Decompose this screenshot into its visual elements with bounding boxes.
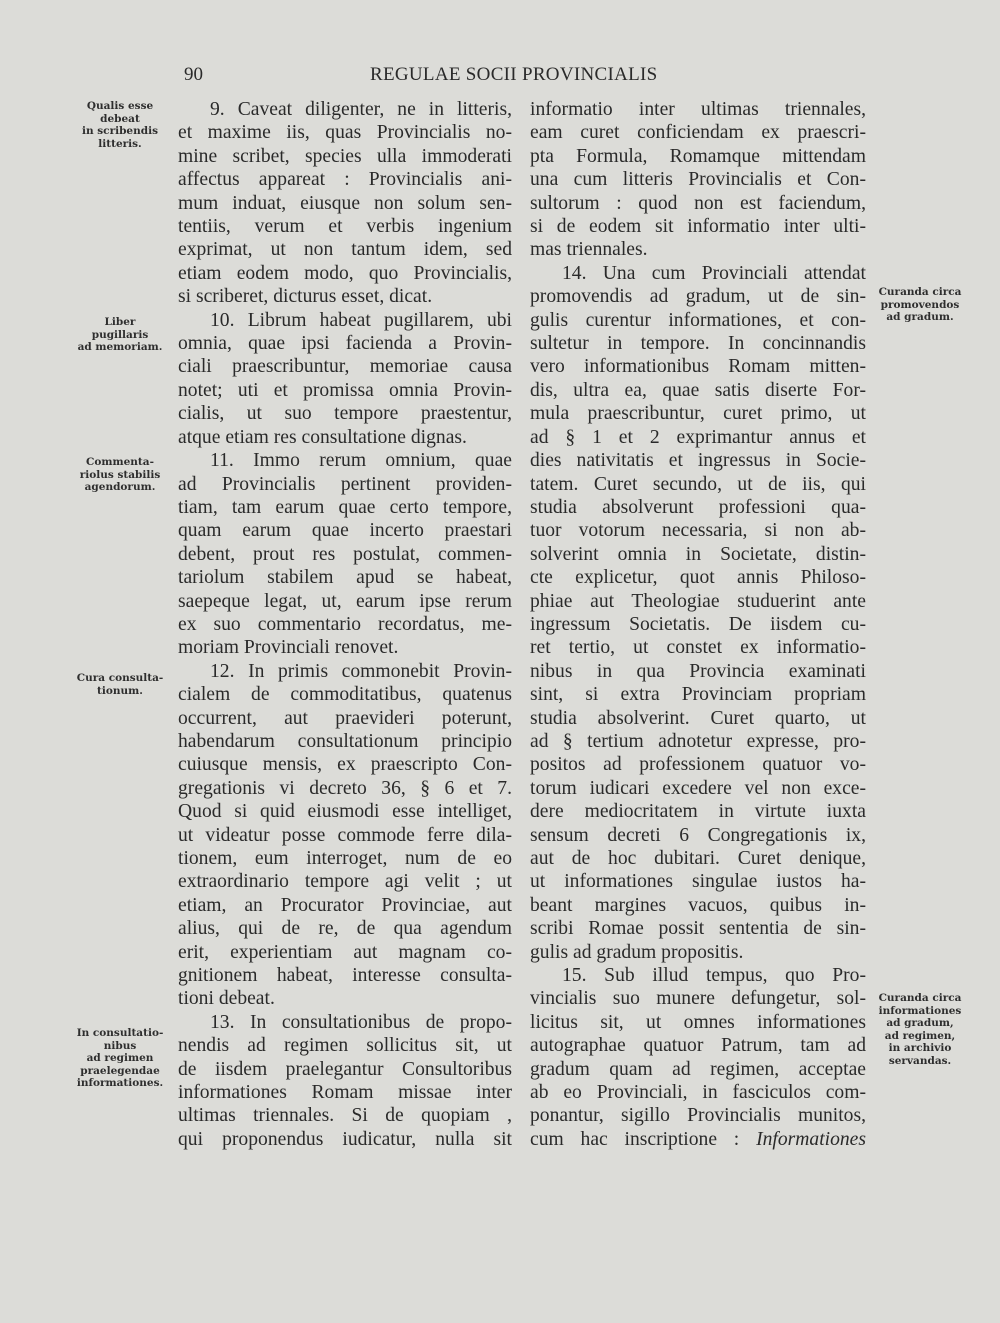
text-line: ciali praescribuntur, memoriae causa	[178, 356, 512, 378]
text-line: 9. Caveat diligenter, ne in litteris,	[210, 99, 512, 120]
text-line: phiae aut Theologiae studuerint ante	[530, 590, 866, 612]
text-line: sensum decreti 6 Congregationis ix,	[530, 824, 866, 846]
text-line: extraordinario tempore agi velit ; ut	[178, 871, 512, 893]
text-line: tatem. Curet secundo, ut de iis, qui	[530, 473, 866, 495]
margin-note-line: in scribendis	[81, 125, 158, 138]
text-line: alius, qui de re, de qua agendum	[178, 918, 512, 940]
text-line: gradum quam ad regimen, acceptae	[530, 1058, 866, 1080]
text-line: ut videatur posse commode ferre dila-	[178, 824, 512, 846]
text-line: etiam, an Procurator Provinciae, aut	[178, 894, 512, 916]
text-line: si de eodem sit informatio inter ulti-	[530, 216, 866, 238]
text-line: etiam eodem modo, quo Provincialis,	[178, 262, 512, 284]
margin-note-line: ad regimen	[86, 1052, 154, 1065]
text-line: atque etiam res consultatione dignas.	[178, 426, 467, 448]
text-line: cuiusque mensis, ex praescripto Con-	[178, 754, 512, 776]
text-line: 14. Una cum Provinciali attendat	[562, 262, 866, 284]
text-line: tentiis, verum et verbis ingenium	[178, 216, 512, 238]
text-line: dere mediocritatem in virtute iuxta	[530, 801, 866, 823]
margin-note-line: litteris.	[98, 137, 142, 150]
margin-note-line: Commenta-	[86, 456, 154, 468]
text-line-segment: cum hac inscriptione :	[530, 1128, 740, 1150]
text-line: mula praescribuntur, curet primo, ut	[530, 403, 866, 425]
text-line: tuor votorum necessaria, si non ab-	[530, 520, 866, 542]
text-line: omnia, quae ipsi facienda a Provin-	[178, 333, 512, 355]
text-line: 10. Librum habeat pugillarem, ubi	[210, 309, 512, 331]
text-line-italic-segment: Informationes	[756, 1128, 866, 1150]
text-line: scribi Romae possit sententia de sin-	[530, 918, 866, 940]
text-line: qui proponendus iudicatur, nulla sit	[178, 1128, 512, 1150]
text-line: saepeque legat, ut, earum ipse rerum	[178, 590, 512, 612]
text-column-right	[530, 98, 866, 1151]
text-line: sultetur in tempore. In concinnandis	[530, 333, 866, 355]
text-line: studia absolverunt professioni qua-	[530, 496, 866, 518]
text-line: exprimat, ut non tantum idem, sed	[178, 239, 512, 261]
margin-note-line: ad regimen,	[884, 1029, 956, 1042]
margin-note-in-consultationibus	[72, 1027, 168, 1090]
text-line: sint, si extra Provinciam propriam	[530, 684, 866, 706]
text-line: dis, ultra ea, quae satis diserte For-	[530, 379, 866, 401]
text-line: Quod si quid eiusmodi esse intelliget,	[178, 801, 512, 823]
margin-note-line: informationes	[878, 1004, 962, 1017]
text-line: si scriberet, dicturus esset, dicat.	[178, 286, 433, 308]
page-number: 90	[184, 64, 203, 85]
text-line: torum iudicari excedere vel non exce-	[530, 777, 866, 799]
text-line: ad § 1 et 2 exprimantur annus et	[530, 426, 866, 448]
text-line: ex suo commentario recordatus, me-	[178, 613, 512, 635]
text-line: mas triennales.	[530, 239, 648, 261]
text-line: ad Provincialis pertinent providen-	[178, 473, 512, 495]
margin-note-line: tionum.	[97, 684, 143, 697]
text-line: vero informationibus Romam mitten-	[530, 356, 866, 378]
text-line: quam earum quae incerto praestari	[178, 520, 512, 542]
text-line: gregationis vi decreto 36, § 6 et 7.	[178, 777, 512, 799]
text-line: cialis, ut suo tempore praestentur,	[178, 403, 512, 425]
text-line: ret tertio, ut constet ex informatio-	[530, 637, 866, 659]
text-line: gulis ad gradum propositis.	[530, 941, 744, 963]
text-line: dies nativitatis et ingressus in Socie-	[530, 450, 866, 472]
text-line: 11. Immo rerum omnium, quae	[210, 450, 512, 472]
text-line: nibus in qua Provincia examinati	[530, 660, 866, 682]
text-line: aut de hoc dubitari. Curet denique,	[530, 848, 866, 869]
margin-note-line: servandas.	[888, 1054, 952, 1067]
margin-note-line: praelegendae	[80, 1064, 160, 1077]
margin-note-line: Curanda circa	[878, 286, 962, 298]
text-line: tariolum stabilem apud se habeat,	[178, 567, 512, 589]
text-line: licitus sit, ut omnes informationes	[530, 1011, 866, 1033]
text-line: ut informationes singulae iustos ha-	[530, 871, 866, 893]
page-header	[0, 64, 1000, 94]
text-line: informationes Romam missae inter	[178, 1082, 512, 1104]
text-line: tiam, tam earum quae certo tempore,	[178, 496, 512, 518]
text-column-left	[178, 98, 512, 1151]
margin-note-line: Cura consulta-	[76, 672, 164, 684]
margin-note-qualis-esse	[72, 100, 168, 150]
margin-note-line: pugillaris	[91, 328, 149, 341]
margin-note-line: ad memoriam.	[77, 341, 163, 354]
text-line: 13. In consultationibus de propo-	[210, 1011, 512, 1033]
margin-note-commentariolus	[72, 456, 168, 494]
text-line: autographae quatuor Patrum, tam ad	[530, 1035, 866, 1057]
text-line: gulis curentur informationes, et con-	[530, 309, 866, 331]
text-line: 15. Sub illud tempus, quo Pro-	[562, 965, 866, 987]
running-title: REGULAE SOCII PROVINCIALIS	[370, 64, 658, 85]
text-line: mine scribet, species ulla immoderati	[178, 145, 512, 167]
text-line: nendis ad regimen sollicitus sit, ut	[178, 1035, 512, 1057]
margin-note-line: Curanda circa	[878, 992, 962, 1004]
text-line: ab eo Provinciali, in fasciculos com-	[530, 1082, 866, 1104]
text-line: beant margines vacuos, quibus in-	[530, 894, 866, 916]
margin-note-curanda-informationes	[872, 992, 968, 1068]
margin-note-line: nibus	[103, 1039, 137, 1052]
text-line	[530, 1128, 866, 1151]
text-line: studia absolverint. Curet quarto, ut	[530, 707, 866, 729]
margin-note-line: Qualis esse	[86, 100, 154, 112]
text-line: vincialis suo munere defungetur, sol-	[530, 988, 866, 1010]
text-line: solverint omnia in Societate, distin-	[530, 543, 866, 565]
text-line: ponantur, sigillo Provincialis munitos,	[530, 1105, 866, 1127]
text-line: 12. In primis commonebit Provin-	[210, 660, 512, 682]
text-line: tionem, eum interroget, num de eo	[178, 848, 512, 869]
text-line: cialem de commoditatibus, quatenus	[178, 684, 512, 706]
text-line: informatio inter ultimas triennales,	[530, 99, 866, 120]
margin-note-line: ad gradum.	[886, 311, 954, 324]
text-line: occurrent, aut praevideri poterunt,	[178, 707, 512, 729]
margin-note-curanda-promovendos	[872, 286, 968, 324]
text-line: de iisdem praelegantur Consultoribus	[178, 1058, 512, 1080]
text-line: mum induat, eiusque non solum sen-	[178, 192, 512, 214]
text-line: erit, experientiam aut magnam co-	[178, 941, 512, 963]
text-line: ad § tertium adnotetur expresse, pro-	[530, 730, 866, 752]
text-line: habendarum consultationum principio	[178, 730, 512, 752]
margin-note-line: agendorum.	[84, 481, 156, 494]
margin-note-line: riolus stabilis	[79, 468, 161, 481]
text-line: promovendis ad gradum, ut de sin-	[530, 286, 866, 308]
margin-note-line: debeat	[100, 112, 140, 125]
margin-note-line: informationes.	[76, 1077, 164, 1090]
text-line: debent, prout res postulat, commen-	[178, 543, 512, 565]
text-line: moriam Provinciali renovet.	[178, 637, 399, 659]
margin-note-cura-consultationum	[72, 672, 168, 697]
text-line: positos ad professionem quatuor vo-	[530, 754, 866, 776]
text-line: una cum litteris Provincialis et Con-	[530, 169, 866, 191]
margin-note-line: In consultatio-	[76, 1027, 164, 1039]
margin-note-line: ad gradum,	[886, 1017, 954, 1030]
text-line: ingressum Societatis. De iisdem cu-	[530, 613, 866, 635]
text-line: sultorum : quod non est faciendum,	[530, 192, 866, 214]
text-line: eam curet conficiendam ex praescri-	[530, 122, 866, 144]
text-line: tioni debeat.	[178, 988, 275, 1010]
margin-note-line: promovendos	[880, 298, 960, 311]
text-line: pta Formula, Romamque mittendam	[530, 145, 866, 167]
text-line: gnitionem habeat, interesse consulta-	[178, 965, 512, 987]
text-line: cte explicetur, quot annis Philoso-	[530, 567, 866, 589]
margin-note-line: Liber	[104, 316, 136, 328]
text-line: ultimas triennales. Si de quopiam ,	[178, 1105, 512, 1127]
text-line: notet; uti et promissa omnia Provin-	[178, 379, 512, 401]
text-line: et maxime iis, quas Provincialis no-	[178, 122, 512, 144]
margin-note-liber-pugillaris	[72, 316, 168, 354]
margin-note-line: in archivio	[888, 1042, 952, 1055]
text-line: affectus appareat : Provincialis ani-	[178, 169, 512, 191]
